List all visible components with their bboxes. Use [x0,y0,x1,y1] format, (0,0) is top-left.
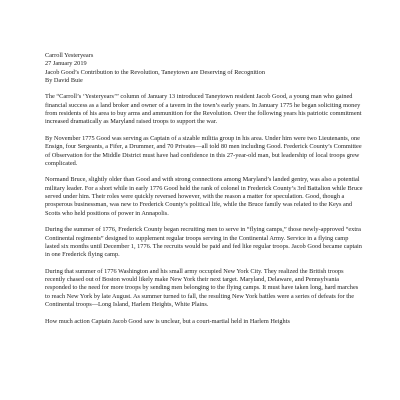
document-body [45,52,363,334]
article-title: Jacob Good’s Contribution to the Revolution, Taneytown are Deserving of Recognition [45,68,265,76]
publication-date: 27 January 2019 [45,60,87,68]
paragraph-2: By November 1775 Good was serving as Captain of a sizable militia group in his area. Under him were two Lieutenants, one Ensign, four Sergeants, a Fifer, a Drummer, and 70 Privates—all told 80 men including Good. Frederick County’s Committee of Observation for the Middle District must have had confidence in this 27-year-old man, but leadership of local troops grew complicated. [45,134,362,167]
document-header [45,52,363,85]
paragraph-3: Normand Bruce, slightly older than Good and with strong connections among Maryland’s landed gentry, was also a potential military leader. For a short while in early 1776 Good held the rank of colonel in Frederick County’s 3rd Battalion while Bruce served under him. Their roles were quickly reversed however, with the reason a matter for speculation. Good, though a prosperous businessman, was new to Frederick County’s political life, while the Bruce family was related to the Keys and Scotts who held positions of power in Annapolis. [45,176,363,217]
paragraph-1: The “Carroll’s ‘Yesteryears’” column of January 13 introduced Taneytown resident Jacob Good, a young man who gained financial success as a land broker and owner of a tavern in the town’s early years. In January 1775 he began soliciting money from residents of his area to buy arms and ammunition for the Revolution. Over the following years his patriotic commitment increased dramatically as Maryland raised troops to support the war. [45,93,362,126]
byline: By David Buie [45,76,83,84]
paragraph-6: How much action Captain Jacob Good saw is unclear, but a court-martial held in Harlem Heights [45,317,290,325]
paragraph-5: During that summer of 1776 Washington and his small army occupied New York City. They realized the British troops recently chased out of Boston would likely make New York their next target. Maryland, Delaware, and Pennsylvania responded to the need for more troops by sending men belonging to the flying camps. It must have taken long, hard marches to reach New York by late August. As summer turned to fall, the resulting New York battles were a series of defeats for the Continental troops—Long Island, Harlem Heights, White Plains. [45,267,359,308]
column-name: Carroll Yesteryears [45,52,94,59]
paragraph-4: During the summer of 1776, Frederick County began recruiting men to serve in “flying camps,” those newly-approved “extra Continental regiments” designed to supplement regular troops serving in the Continental Army. Service in a flying camp lasted six months until December 1, 1776. The recruits would be paid and fed like regular troops. Jacob Good became captain in one Frederick flying camp. [45,226,362,259]
